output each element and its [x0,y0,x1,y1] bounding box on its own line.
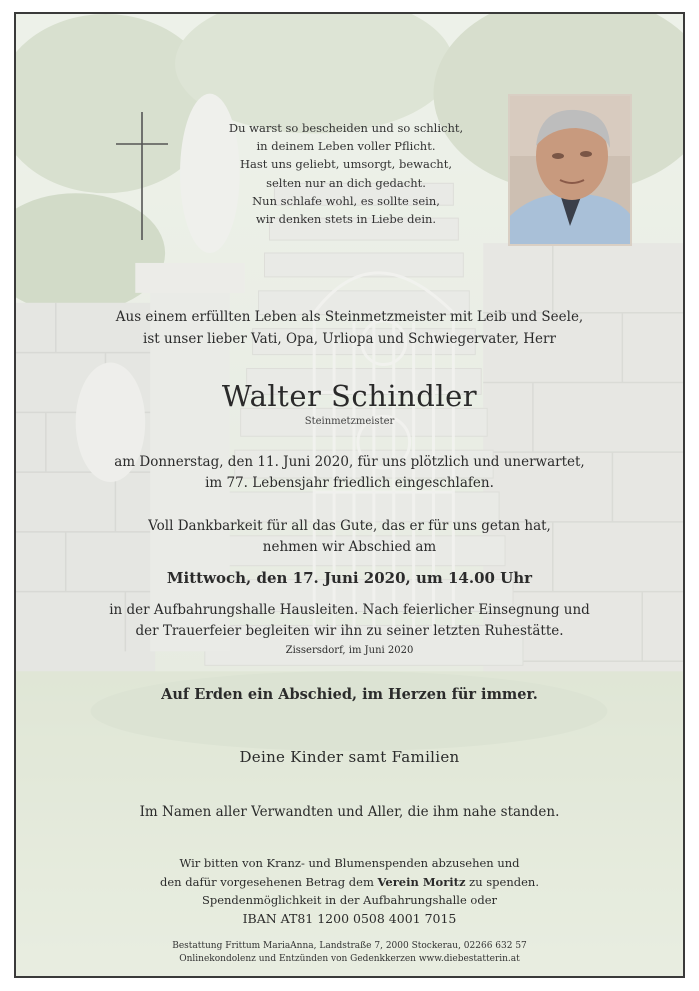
iban: IBAN AT81 1200 0508 4001 7015 [242,910,457,926]
footer-line: Onlinekondolenz und Entzünden von Gedenkkerzen www.diebestatterin.at [179,954,520,964]
portrait-photo [508,94,632,246]
poem-line: Nun schlafe wohl, es sollte sein, [252,193,440,208]
footer-line: Bestattung Frittum MariaAnna, Landstraße 7, 2000 Stockerau, 02266 632 57 [172,941,527,951]
farewell-line: Voll Dankbarkeit für all das Gute, das er für uns getan hat, [148,518,551,534]
poem-line: selten nur an dich gedacht. [266,175,426,190]
farewell-line: nehmen wir Abschied am [262,539,437,555]
poem-line: in deinem Leben voller Pflicht. [256,139,436,154]
portrait-image [510,96,630,244]
death-line: im 77. Lebensjahr friedlich eingeschlafen. [205,475,494,491]
donation-text: zu spenden. [465,874,539,889]
intro-line: Aus einem erfüllten Leben als Steinmetzmeister mit Leib und Seele, [115,309,584,325]
farewell-intro [16,516,683,558]
donation-text: den dafür vorgesehenen Betrag dem [160,874,378,889]
cross-icon [116,112,168,242]
charity-name: Verein Moritz [377,874,466,889]
poem [206,119,486,228]
donation-line: Spendenmöglichkeit in der Aufbahrungshalle oder [201,893,498,907]
funeral-place [16,600,683,642]
poem-line: wir denken stets in Liebe dein. [255,212,437,227]
poem-line: Hast uns geliebt, umsorgt, bewacht, [240,157,452,172]
donation-line [16,873,683,892]
place-line: der Trauerfeier begleiten wir ihn zu seiner letzten Ruhestätte. [135,623,564,639]
intro-line: ist unser lieber Vati, Opa, Urliopa und Schwiegervater, Herr [143,331,556,347]
death-line: am Donnerstag, den 11. Juni 2020, für uns plötzlich und unerwartet, [114,454,585,470]
deceased-title: Steinmetzmeister [304,416,395,427]
children-signature: Deine Kinder samt Familien [239,748,460,766]
donation-line: Wir bitten von Kranz- und Blumenspenden abzusehen und [179,856,520,870]
location-date: Zissersdorf, im Juni 2020 [285,645,414,656]
parte-card [14,12,685,978]
poem-line: Du warst so bescheiden und so schlicht, [228,121,464,135]
donation-request [16,854,683,928]
deceased-name: Walter Schindler [221,379,478,413]
funeral-date: Mittwoch, den 17. Juni 2020, um 14.00 Uhr [166,569,533,587]
relatives-signature: Im Namen aller Verwandten und Aller, die ihm nahe standen. [139,804,560,820]
death-notice [16,452,683,494]
funeral-home-footer [16,940,683,966]
content [16,14,683,976]
motto: Auf Erden ein Abschied, im Herzen für immer. [161,686,538,703]
place-line: in der Aufbahrungshalle Hausleiten. Nach feierlicher Einsegnung und [109,602,590,618]
intro-text [16,306,683,350]
